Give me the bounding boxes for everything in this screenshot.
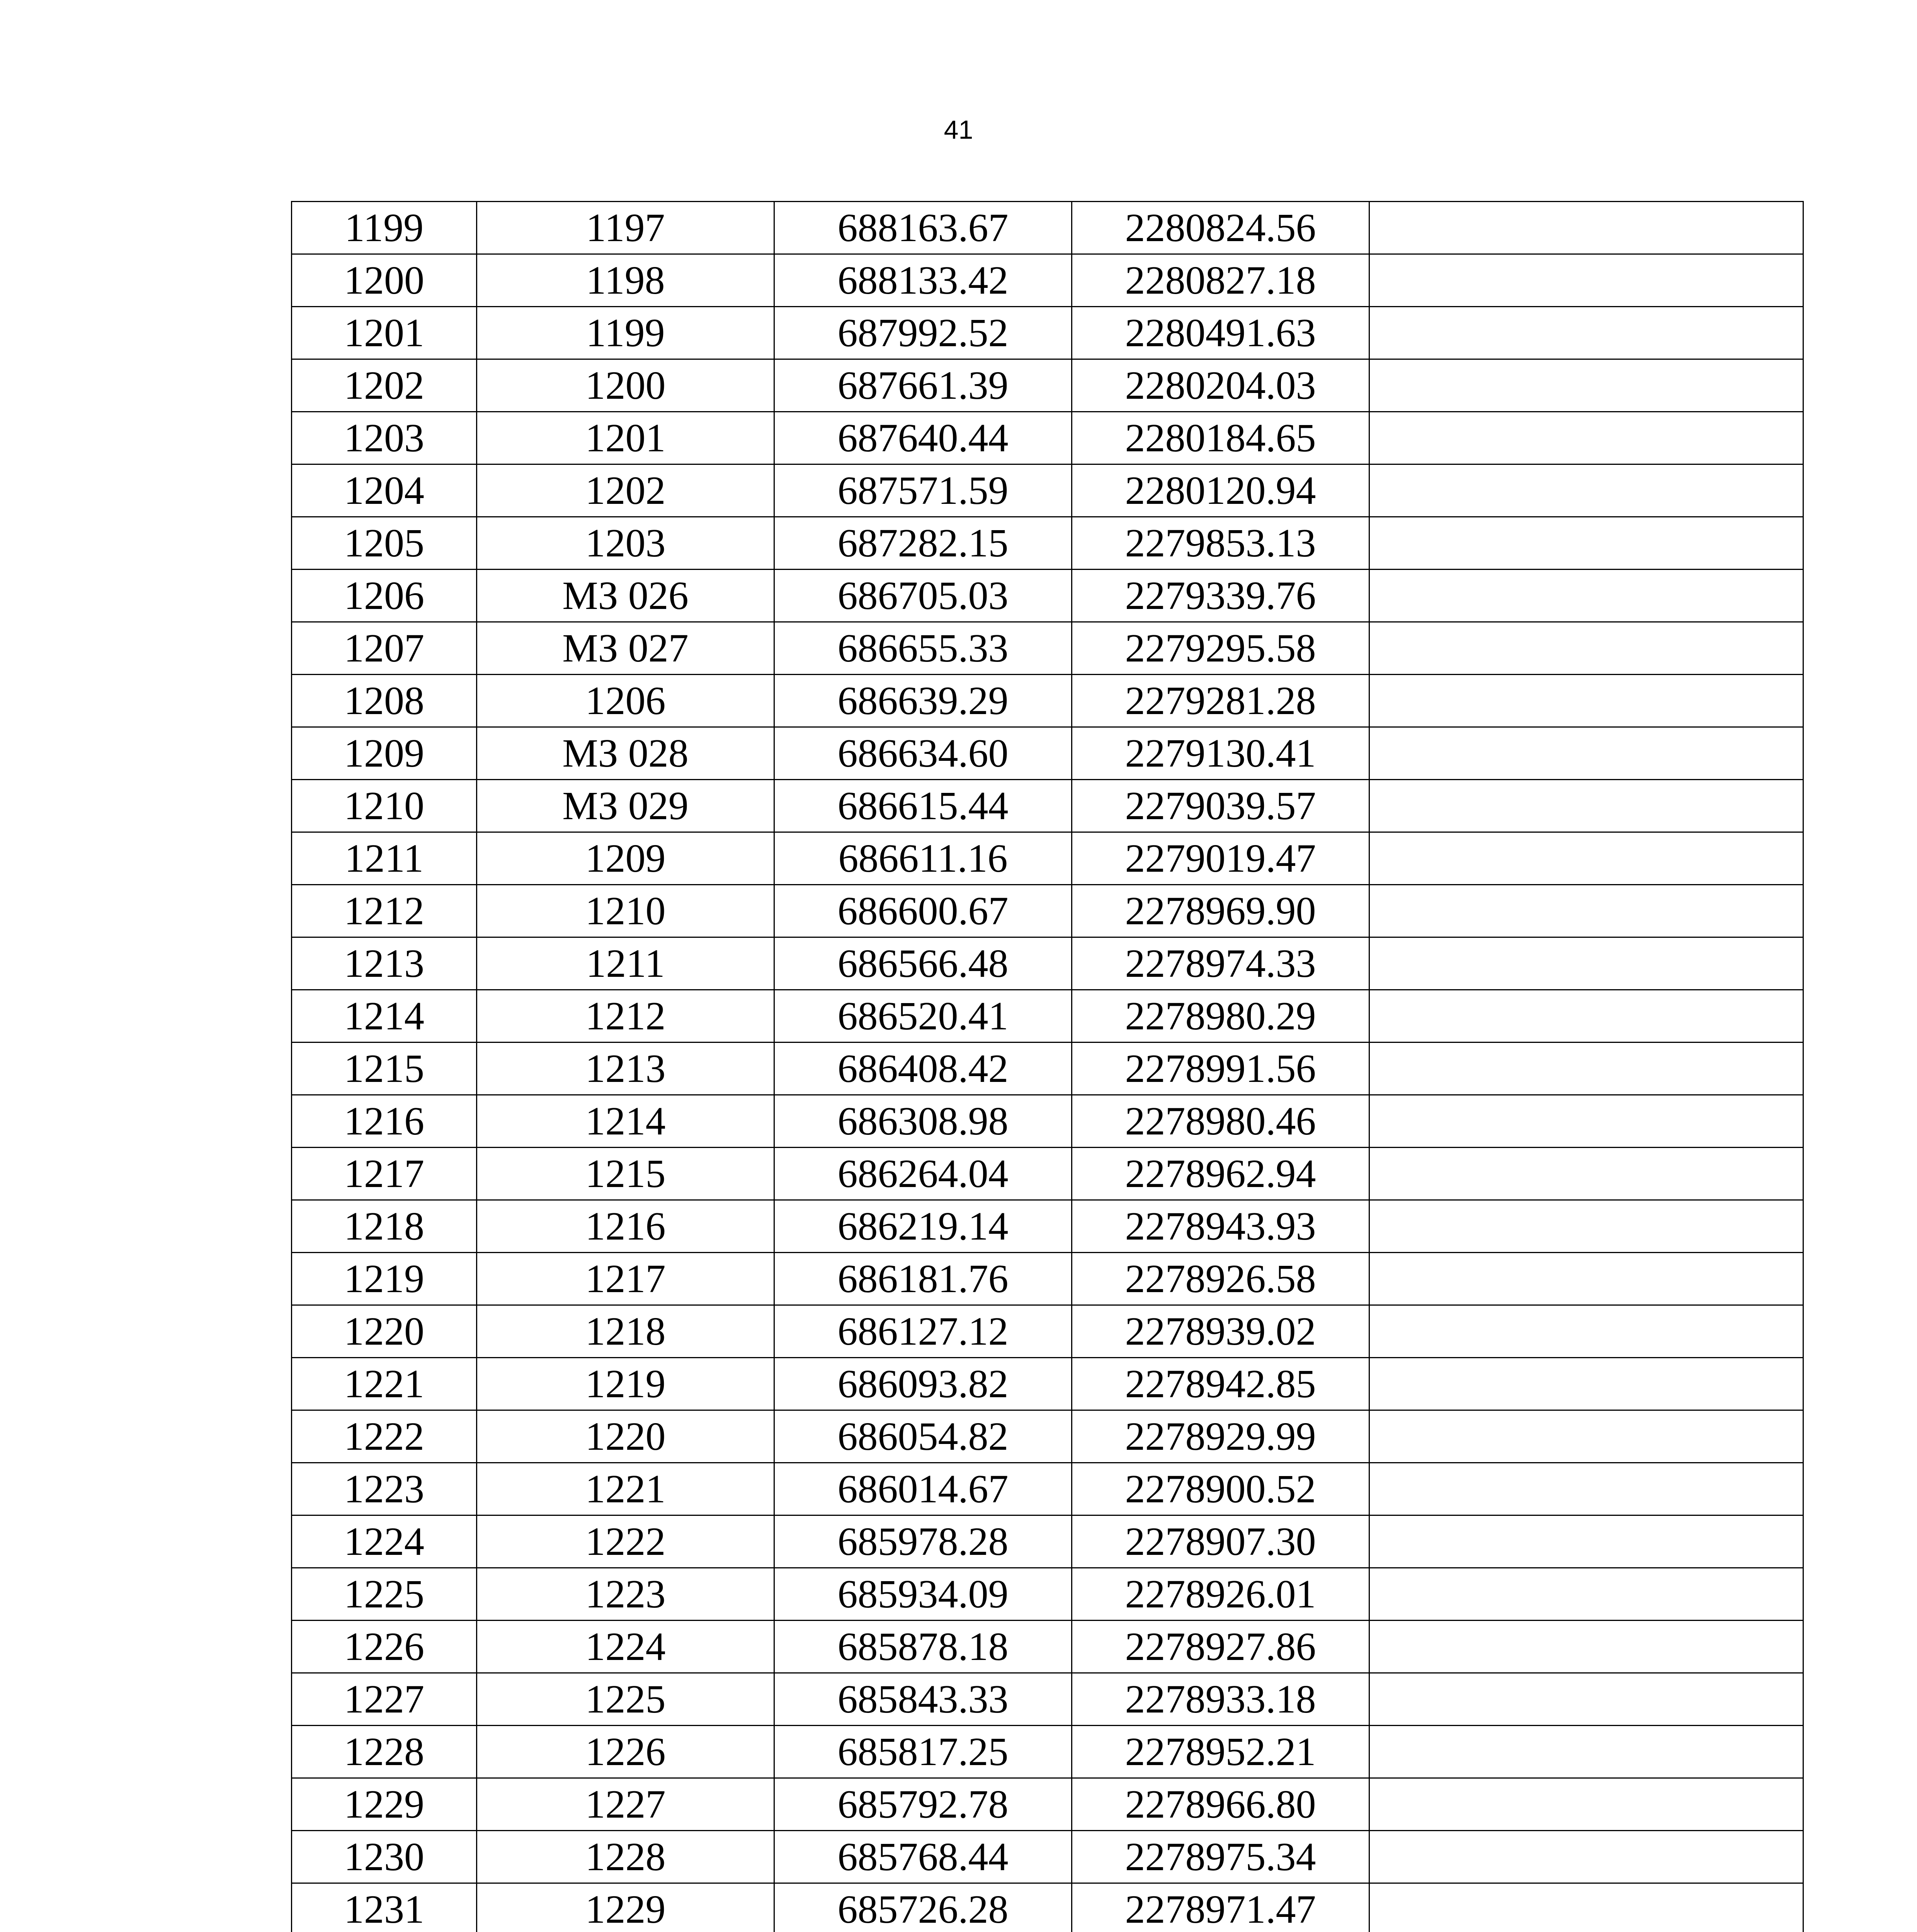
y-coordinate-cell: 2279281.28 — [1072, 675, 1369, 727]
table-row — [292, 1568, 1803, 1621]
row-number-cell: 1220 — [292, 1305, 477, 1358]
table-row — [292, 1778, 1803, 1831]
y-coordinate-cell: 2278927.86 — [1072, 1621, 1369, 1673]
note-cell — [1369, 254, 1803, 307]
note-cell — [1369, 1883, 1803, 1932]
row-number-cell: 1224 — [292, 1515, 477, 1568]
x-coordinate-cell: 687282.15 — [774, 517, 1072, 570]
x-coordinate-cell: 686219.14 — [774, 1200, 1072, 1253]
note-cell — [1369, 1043, 1803, 1095]
x-coordinate-cell: 685843.33 — [774, 1673, 1072, 1726]
point-id-cell: 1203 — [477, 517, 774, 570]
y-coordinate-cell: 2278907.30 — [1072, 1515, 1369, 1568]
note-cell — [1369, 1305, 1803, 1358]
row-number-cell: 1200 — [292, 254, 477, 307]
point-id-cell: 1225 — [477, 1673, 774, 1726]
row-number-cell: 1215 — [292, 1043, 477, 1095]
table-row — [292, 1883, 1803, 1932]
y-coordinate-cell: 2279019.47 — [1072, 832, 1369, 885]
point-id-cell: МЗ 027 — [477, 622, 774, 675]
row-number-cell: 1203 — [292, 412, 477, 464]
row-number-cell: 1207 — [292, 622, 477, 675]
x-coordinate-cell: 686634.60 — [774, 727, 1072, 780]
table-row — [292, 412, 1803, 464]
note-cell — [1369, 1831, 1803, 1883]
y-coordinate-cell: 2278966.80 — [1072, 1778, 1369, 1831]
y-coordinate-cell: 2279295.58 — [1072, 622, 1369, 675]
x-coordinate-cell: 687992.52 — [774, 307, 1072, 359]
row-number-cell: 1206 — [292, 570, 477, 622]
y-coordinate-cell: 2280184.65 — [1072, 412, 1369, 464]
row-number-cell: 1226 — [292, 1621, 477, 1673]
x-coordinate-cell: 686705.03 — [774, 570, 1072, 622]
table-row — [292, 570, 1803, 622]
x-coordinate-cell: 688133.42 — [774, 254, 1072, 307]
y-coordinate-cell: 2278975.34 — [1072, 1831, 1369, 1883]
point-id-cell: 1201 — [477, 412, 774, 464]
point-id-cell: 1216 — [477, 1200, 774, 1253]
note-cell — [1369, 1200, 1803, 1253]
y-coordinate-cell: 2278991.56 — [1072, 1043, 1369, 1095]
point-id-cell: 1224 — [477, 1621, 774, 1673]
row-number-cell: 1222 — [292, 1410, 477, 1463]
table-row — [292, 622, 1803, 675]
note-cell — [1369, 1463, 1803, 1515]
x-coordinate-cell: 686520.41 — [774, 990, 1072, 1043]
note-cell — [1369, 1253, 1803, 1305]
row-number-cell: 1216 — [292, 1095, 477, 1148]
point-id-cell: 1222 — [477, 1515, 774, 1568]
row-number-cell: 1212 — [292, 885, 477, 937]
coordinates-table-body — [292, 202, 1803, 1932]
note-cell — [1369, 517, 1803, 570]
row-number-cell: 1221 — [292, 1358, 477, 1410]
point-id-cell: 1211 — [477, 937, 774, 990]
table-row — [292, 1726, 1803, 1778]
table-row — [292, 1410, 1803, 1463]
row-number-cell: 1218 — [292, 1200, 477, 1253]
table-row — [292, 1831, 1803, 1883]
x-coordinate-cell: 685817.25 — [774, 1726, 1072, 1778]
row-number-cell: 1199 — [292, 202, 477, 254]
x-coordinate-cell: 686093.82 — [774, 1358, 1072, 1410]
y-coordinate-cell: 2278974.33 — [1072, 937, 1369, 990]
table-row — [292, 780, 1803, 832]
y-coordinate-cell: 2278942.85 — [1072, 1358, 1369, 1410]
x-coordinate-cell: 686639.29 — [774, 675, 1072, 727]
x-coordinate-cell: 685934.09 — [774, 1568, 1072, 1621]
table-row — [292, 307, 1803, 359]
row-number-cell: 1201 — [292, 307, 477, 359]
point-id-cell: 1218 — [477, 1305, 774, 1358]
point-id-cell: 1229 — [477, 1883, 774, 1932]
note-cell — [1369, 1358, 1803, 1410]
note-cell — [1369, 675, 1803, 727]
row-number-cell: 1204 — [292, 464, 477, 517]
point-id-cell: 1221 — [477, 1463, 774, 1515]
x-coordinate-cell: 687640.44 — [774, 412, 1072, 464]
y-coordinate-cell: 2280120.94 — [1072, 464, 1369, 517]
table-row — [292, 1043, 1803, 1095]
table-row — [292, 1200, 1803, 1253]
point-id-cell: МЗ 028 — [477, 727, 774, 780]
note-cell — [1369, 1148, 1803, 1200]
point-id-cell: 1220 — [477, 1410, 774, 1463]
point-id-cell: 1217 — [477, 1253, 774, 1305]
note-cell — [1369, 202, 1803, 254]
coordinates-table — [291, 201, 1804, 1932]
x-coordinate-cell: 686014.67 — [774, 1463, 1072, 1515]
row-number-cell: 1230 — [292, 1831, 477, 1883]
x-coordinate-cell: 686408.42 — [774, 1043, 1072, 1095]
table-row — [292, 202, 1803, 254]
point-id-cell: 1198 — [477, 254, 774, 307]
note-cell — [1369, 990, 1803, 1043]
point-id-cell: 1210 — [477, 885, 774, 937]
point-id-cell: 1206 — [477, 675, 774, 727]
y-coordinate-cell: 2278929.99 — [1072, 1410, 1369, 1463]
row-number-cell: 1202 — [292, 359, 477, 412]
point-id-cell: 1223 — [477, 1568, 774, 1621]
note-cell — [1369, 622, 1803, 675]
table-row — [292, 727, 1803, 780]
y-coordinate-cell: 2278900.52 — [1072, 1463, 1369, 1515]
point-id-cell: 1227 — [477, 1778, 774, 1831]
x-coordinate-cell: 686615.44 — [774, 780, 1072, 832]
table-row — [292, 1673, 1803, 1726]
point-id-cell: 1199 — [477, 307, 774, 359]
row-number-cell: 1223 — [292, 1463, 477, 1515]
x-coordinate-cell: 686611.16 — [774, 832, 1072, 885]
table-row — [292, 675, 1803, 727]
y-coordinate-cell: 2278926.58 — [1072, 1253, 1369, 1305]
table-row — [292, 1095, 1803, 1148]
table-row — [292, 359, 1803, 412]
row-number-cell: 1211 — [292, 832, 477, 885]
table-row — [292, 1463, 1803, 1515]
x-coordinate-cell: 685768.44 — [774, 1831, 1072, 1883]
point-id-cell: МЗ 026 — [477, 570, 774, 622]
y-coordinate-cell: 2279039.57 — [1072, 780, 1369, 832]
point-id-cell: МЗ 029 — [477, 780, 774, 832]
row-number-cell: 1205 — [292, 517, 477, 570]
table-row — [292, 990, 1803, 1043]
row-number-cell: 1225 — [292, 1568, 477, 1621]
table-row — [292, 832, 1803, 885]
y-coordinate-cell: 2278962.94 — [1072, 1148, 1369, 1200]
note-cell — [1369, 359, 1803, 412]
row-number-cell: 1209 — [292, 727, 477, 780]
x-coordinate-cell: 685878.18 — [774, 1621, 1072, 1673]
row-number-cell: 1228 — [292, 1726, 477, 1778]
table-row — [292, 885, 1803, 937]
note-cell — [1369, 1515, 1803, 1568]
row-number-cell: 1217 — [292, 1148, 477, 1200]
y-coordinate-cell: 2278980.29 — [1072, 990, 1369, 1043]
y-coordinate-cell: 2278971.47 — [1072, 1883, 1369, 1932]
x-coordinate-cell: 686308.98 — [774, 1095, 1072, 1148]
y-coordinate-cell: 2278969.90 — [1072, 885, 1369, 937]
row-number-cell: 1219 — [292, 1253, 477, 1305]
y-coordinate-cell: 2278952.21 — [1072, 1726, 1369, 1778]
y-coordinate-cell: 2278926.01 — [1072, 1568, 1369, 1621]
y-coordinate-cell: 2280827.18 — [1072, 254, 1369, 307]
point-id-cell: 1200 — [477, 359, 774, 412]
y-coordinate-cell: 2280824.56 — [1072, 202, 1369, 254]
table-row — [292, 1305, 1803, 1358]
row-number-cell: 1208 — [292, 675, 477, 727]
note-cell — [1369, 1778, 1803, 1831]
point-id-cell: 1226 — [477, 1726, 774, 1778]
note-cell — [1369, 727, 1803, 780]
y-coordinate-cell: 2278943.93 — [1072, 1200, 1369, 1253]
x-coordinate-cell: 685726.28 — [774, 1883, 1072, 1932]
y-coordinate-cell: 2280204.03 — [1072, 359, 1369, 412]
point-id-cell: 1214 — [477, 1095, 774, 1148]
x-coordinate-cell: 687571.59 — [774, 464, 1072, 517]
note-cell — [1369, 780, 1803, 832]
note-cell — [1369, 1095, 1803, 1148]
row-number-cell: 1229 — [292, 1778, 477, 1831]
x-coordinate-cell: 686054.82 — [774, 1410, 1072, 1463]
point-id-cell: 1197 — [477, 202, 774, 254]
y-coordinate-cell: 2279339.76 — [1072, 570, 1369, 622]
table-row — [292, 1358, 1803, 1410]
x-coordinate-cell: 686600.67 — [774, 885, 1072, 937]
x-coordinate-cell: 685978.28 — [774, 1515, 1072, 1568]
point-id-cell: 1215 — [477, 1148, 774, 1200]
row-number-cell: 1231 — [292, 1883, 477, 1932]
note-cell — [1369, 1621, 1803, 1673]
row-number-cell: 1213 — [292, 937, 477, 990]
note-cell — [1369, 1410, 1803, 1463]
point-id-cell: 1202 — [477, 464, 774, 517]
table-row — [292, 517, 1803, 570]
x-coordinate-cell: 688163.67 — [774, 202, 1072, 254]
table-row — [292, 464, 1803, 517]
row-number-cell: 1227 — [292, 1673, 477, 1726]
table-row — [292, 1253, 1803, 1305]
note-cell — [1369, 1726, 1803, 1778]
x-coordinate-cell: 687661.39 — [774, 359, 1072, 412]
row-number-cell: 1210 — [292, 780, 477, 832]
point-id-cell: 1213 — [477, 1043, 774, 1095]
x-coordinate-cell: 685792.78 — [774, 1778, 1072, 1831]
x-coordinate-cell: 686655.33 — [774, 622, 1072, 675]
point-id-cell: 1212 — [477, 990, 774, 1043]
note-cell — [1369, 1673, 1803, 1726]
note-cell — [1369, 937, 1803, 990]
x-coordinate-cell: 686127.12 — [774, 1305, 1072, 1358]
row-number-cell: 1214 — [292, 990, 477, 1043]
point-id-cell: 1209 — [477, 832, 774, 885]
table-row — [292, 254, 1803, 307]
point-id-cell: 1228 — [477, 1831, 774, 1883]
x-coordinate-cell: 686264.04 — [774, 1148, 1072, 1200]
page-number: 41 — [944, 115, 973, 145]
y-coordinate-cell: 2278933.18 — [1072, 1673, 1369, 1726]
x-coordinate-cell: 686181.76 — [774, 1253, 1072, 1305]
table-row — [292, 1621, 1803, 1673]
y-coordinate-cell: 2280491.63 — [1072, 307, 1369, 359]
table-row — [292, 937, 1803, 990]
note-cell — [1369, 412, 1803, 464]
note-cell — [1369, 464, 1803, 517]
x-coordinate-cell: 686566.48 — [774, 937, 1072, 990]
table-row — [292, 1515, 1803, 1568]
y-coordinate-cell: 2278980.46 — [1072, 1095, 1369, 1148]
table-row — [292, 1148, 1803, 1200]
point-id-cell: 1219 — [477, 1358, 774, 1410]
note-cell — [1369, 1568, 1803, 1621]
y-coordinate-cell: 2279130.41 — [1072, 727, 1369, 780]
y-coordinate-cell: 2279853.13 — [1072, 517, 1369, 570]
note-cell — [1369, 307, 1803, 359]
y-coordinate-cell: 2278939.02 — [1072, 1305, 1369, 1358]
note-cell — [1369, 832, 1803, 885]
note-cell — [1369, 570, 1803, 622]
note-cell — [1369, 885, 1803, 937]
